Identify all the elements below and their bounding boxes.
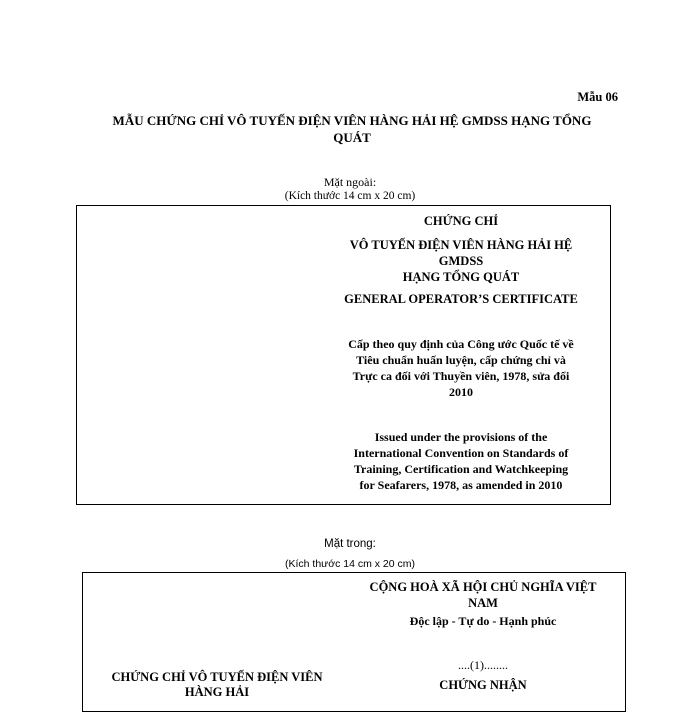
inner-left-title <box>96 670 338 700</box>
inner-size-note: (Kích thước 14 cm x 20 cm) <box>284 558 416 570</box>
issued-en-line4: for Seafarers, 1978, as amended in 2010 <box>359 478 563 492</box>
document-title-line1: MẪU CHỨNG CHỈ VÔ TUYẾN ĐIỆN VIÊN HÀNG HẢI HỆ GMDSS HẠNG TỔNG <box>112 113 592 128</box>
document-title-line2: QUÁT <box>333 130 371 145</box>
certificate-name-en: GENERAL OPERATOR’S CERTIFICATE <box>344 292 578 306</box>
issued-en-line1: Issued under the provisions of the <box>374 430 548 444</box>
issued-en-line2: International Convention on Standards of <box>353 446 569 460</box>
republic-line1: CỘNG HOÀ XÃ HỘI CHỦ NGHĨA VIỆT <box>369 580 597 594</box>
outer-side-label: Mặt ngoài: <box>323 175 377 189</box>
issued-vi-line2: Tiêu chuẩn huấn luyện, cấp chứng chỉ và <box>356 353 566 367</box>
outer-size-note: (Kích thước 14 cm x 20 cm) <box>284 190 416 202</box>
issued-vi-line4: 2010 <box>449 385 473 399</box>
certificate-name-line1: VÔ TUYẾN ĐIỆN VIÊN HÀNG HẢI HỆ <box>349 238 573 252</box>
certificate-label: CHỨNG CHỈ <box>423 214 499 228</box>
republic-line2: NAM <box>468 596 498 610</box>
certificate-name-line3: HẠNG TỔNG QUÁT <box>402 270 520 284</box>
issued-vi-line1: Cấp theo quy định của Công ước Quốc tế về <box>348 337 574 351</box>
inner-right-content <box>352 579 614 693</box>
document-title <box>92 112 612 146</box>
inner-left-title-line2: HÀNG HẢI <box>184 685 250 699</box>
inner-left-title-line1: CHỨNG CHỈ VÔ TUYẾN ĐIỆN VIÊN <box>111 670 323 684</box>
national-motto: Độc lập - Tự do - Hạnh phúc <box>409 614 557 628</box>
issuer-placeholder: ....(1)........ <box>458 658 508 672</box>
issued-en-line3: Training, Certification and Watchkeeping <box>353 462 569 476</box>
issued-vi-line3: Trực ca đối với Thuyền viên, 1978, sửa đổi <box>352 369 570 383</box>
certify-label: CHỨNG NHẬN <box>439 678 527 692</box>
certificate-name-line2: GMDSS <box>438 254 484 268</box>
issued-en <box>330 429 592 493</box>
inner-side-label: Mặt trong: <box>324 538 376 550</box>
issued-vi <box>330 336 592 400</box>
outer-cover-content <box>330 211 592 493</box>
form-number: Mẫu 06 <box>577 90 618 104</box>
